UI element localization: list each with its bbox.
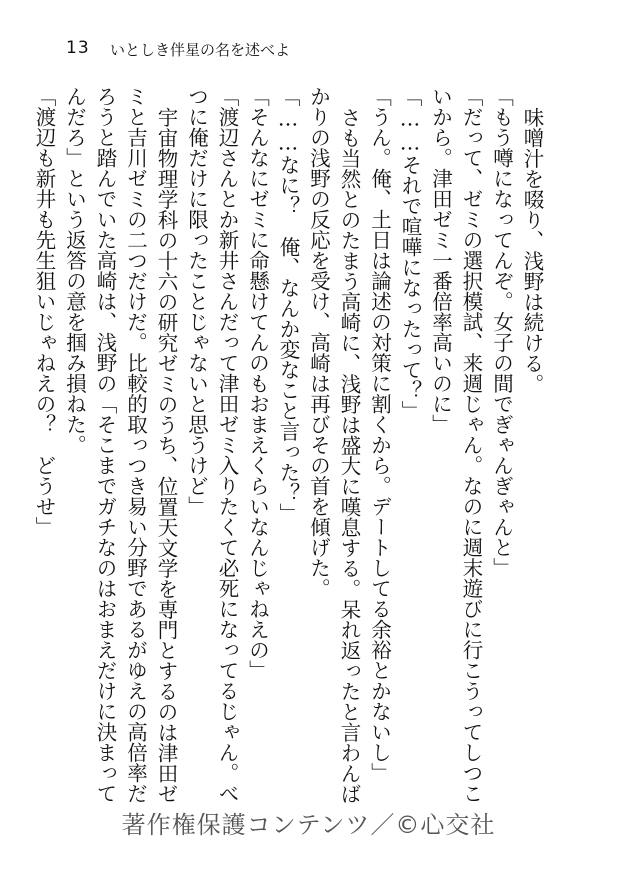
paragraph: 味噌汁を啜り、浅野は続ける。	[520, 106, 544, 394]
dialogue-line: 「……なに？ 俺、なんか変なこと言った？」	[276, 86, 300, 524]
copyright-watermark: 著作権保護コンテンツ／©心交社	[121, 811, 496, 839]
paragraph: さも当然とのたまう高崎に、浅野は盛大に嘆息する。呆れ返ったと言わんばかりの浅野の反応を受け、高崎は再びその首を傾げた。	[306, 86, 361, 804]
chapter-title: いとしき伴星の名を述べよ	[110, 41, 291, 59]
paragraph: 宇宙物理学科の十六の研究ゼミのうち、位置天文学を専門とするのは津田ゼミと吉川ゼミの二つだけだ。比較的取っつき易い分野であるがゆえの高倍率だろうと踏んでいた高崎は、浅野の「そこまでガチなのはおまえだけに決まってんだろ」という返答の意を掴み損ねた。	[62, 86, 178, 804]
dialogue-line: 「もう噂になってんぞ。女子の間でぎゃんぎゃんと」	[489, 86, 514, 578]
dialogue-line: 「だって、ゼミの選択模試、来週じゃん。なのに週末遊びに行こうってしつこいから。津田ゼミ一番倍率高いのに」	[428, 86, 483, 804]
dialogue-line: 「……それで喧嘩になったって？」	[398, 86, 422, 421]
page-number: 13	[66, 38, 90, 58]
dialogue-line: 「うん。俺、土日は論述の対策に割くから。デートしてる余裕とかないし」	[367, 86, 392, 783]
dialogue-line: 「そんなにゼミに命懸けてんのもおまえくらいなんじゃねえの」	[245, 86, 270, 681]
body-text	[32, 86, 547, 804]
dialogue-line: 「渡辺さんとか新井さんだって津田ゼミ入りたくて必死になってるじゃん。べつに俺だけに限ったことじゃないと思うけど」	[184, 86, 239, 804]
dialogue-line: 「渡辺も新井も先生狙いじゃねえの？ どうせ」	[32, 86, 56, 537]
